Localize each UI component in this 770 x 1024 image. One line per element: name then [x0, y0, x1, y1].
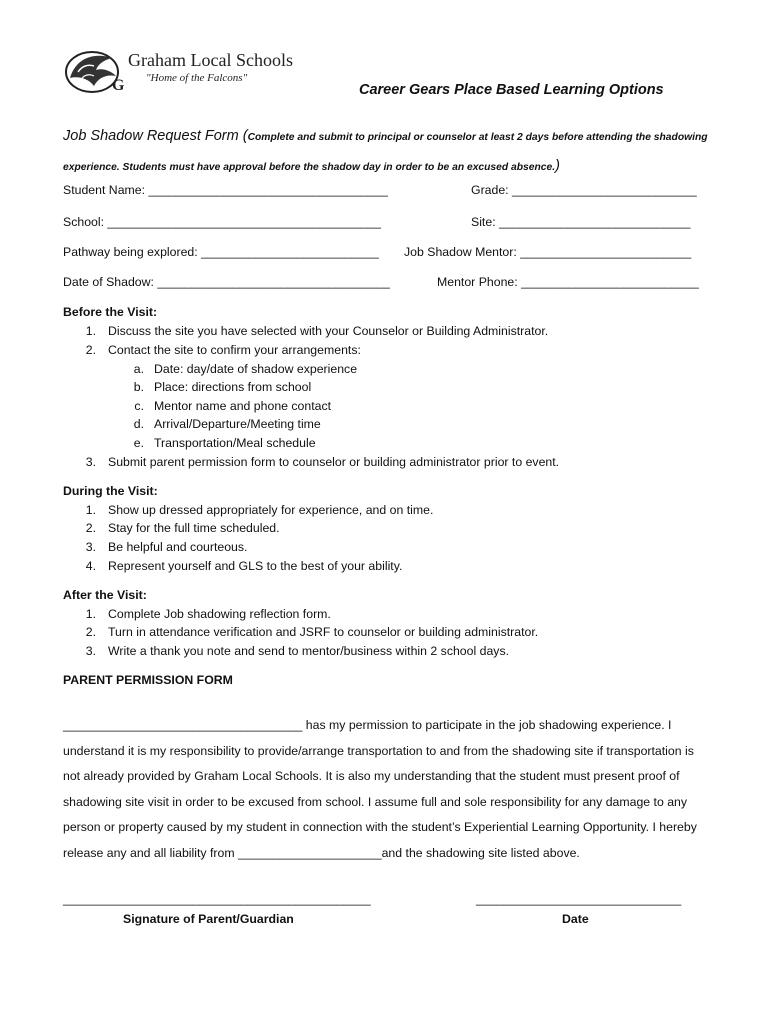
form-title-close: ): [555, 158, 560, 174]
date-label: Date: [562, 912, 589, 926]
list-item: 3. Submit parent permission form to counselor or building administrator prior to event.: [85, 455, 560, 469]
signature-label: Signature of Parent/Guardian: [123, 912, 294, 926]
list-item: 1. Show up dressed appropriately for experience, and on time.: [85, 503, 434, 517]
document-title: Career Gears Place Based Learning Options: [359, 82, 664, 98]
permission-paragraph: ___________________________________ has my permission to participate in the job shadowing experience. I understand it is my responsibility to provide/arrange transportation to and from the shadowing site if transportation is not already provided by Graham Local Schools. It is also my understanding that the student must present proof of shadowing site visit in order to be excused from school. I assume full and sole responsibility for any damage to any person or property caused by my student in connection with the student’s Experiential Learning Opportunity. I hereby release any and all liability from _____________________and the shadowing site listed above.: [63, 718, 697, 860]
pathway-field[interactable]: Pathway being explored: __________________________: [63, 245, 379, 259]
student-name-field[interactable]: Student Name: ___________________________________: [63, 183, 388, 197]
sub-list-item: a. Date: day/date of shadow experience: [133, 362, 358, 376]
before-visit-heading: Before the Visit:: [63, 305, 158, 319]
svg-text:G: G: [112, 77, 124, 94]
mentor-field[interactable]: Job Shadow Mentor: _________________________: [404, 245, 692, 259]
school-field[interactable]: School: ________________________________________: [63, 215, 381, 229]
list-item: 1. Discuss the site you have selected with your Counselor or Building Administrator.: [85, 324, 549, 338]
falcon-logo-icon: [64, 48, 124, 94]
signature-line[interactable]: _____________________________________________: [63, 892, 371, 906]
during-visit-heading: During the Visit:: [63, 484, 158, 498]
list-item: 2. Stay for the full time scheduled.: [85, 521, 280, 535]
date-of-shadow-field[interactable]: Date of Shadow: __________________________________: [63, 275, 390, 289]
date-line[interactable]: ______________________________: [476, 892, 682, 906]
sub-list-item: c. Mentor name and phone contact: [134, 399, 332, 413]
school-name: Graham Local Schools: [128, 50, 293, 70]
permission-form-heading: PARENT PERMISSION FORM: [63, 673, 233, 687]
sub-list-item: e. Transportation/Meal schedule: [133, 436, 316, 450]
list-item: 4. Represent yourself and GLS to the best of your ability.: [85, 559, 403, 573]
list-item: 3. Be helpful and courteous.: [85, 540, 248, 554]
mentor-phone-field[interactable]: Mentor Phone: __________________________: [437, 275, 699, 289]
sub-list-item: b. Place: directions from school: [133, 380, 312, 394]
form-title-text: Job Shadow Request Form (: [63, 128, 248, 144]
list-item: 2. Contact the site to confirm your arrangements:: [85, 343, 361, 357]
grade-field[interactable]: Grade: ___________________________: [471, 183, 697, 197]
sub-list-item: d. Arrival/Departure/Meeting time: [133, 417, 321, 431]
form-title: [63, 122, 723, 182]
list-item: 3. Write a thank you note and send to mentor/business within 2 school days.: [85, 644, 510, 658]
list-item: 2. Turn in attendance verification and JSRF to counselor or building administrator.: [85, 625, 539, 639]
list-item: 1. Complete Job shadowing reflection form.: [85, 607, 331, 621]
site-field[interactable]: Site: ____________________________: [471, 215, 691, 229]
school-tagline: "Home of the Falcons": [146, 72, 248, 84]
after-visit-heading: After the Visit:: [63, 588, 147, 602]
form-instructions: Complete and submit to principal or counselor at least 2 days before attending the shadowing experience. Students must have approval before the shadow day in order to be an excused absence.: [63, 132, 708, 173]
